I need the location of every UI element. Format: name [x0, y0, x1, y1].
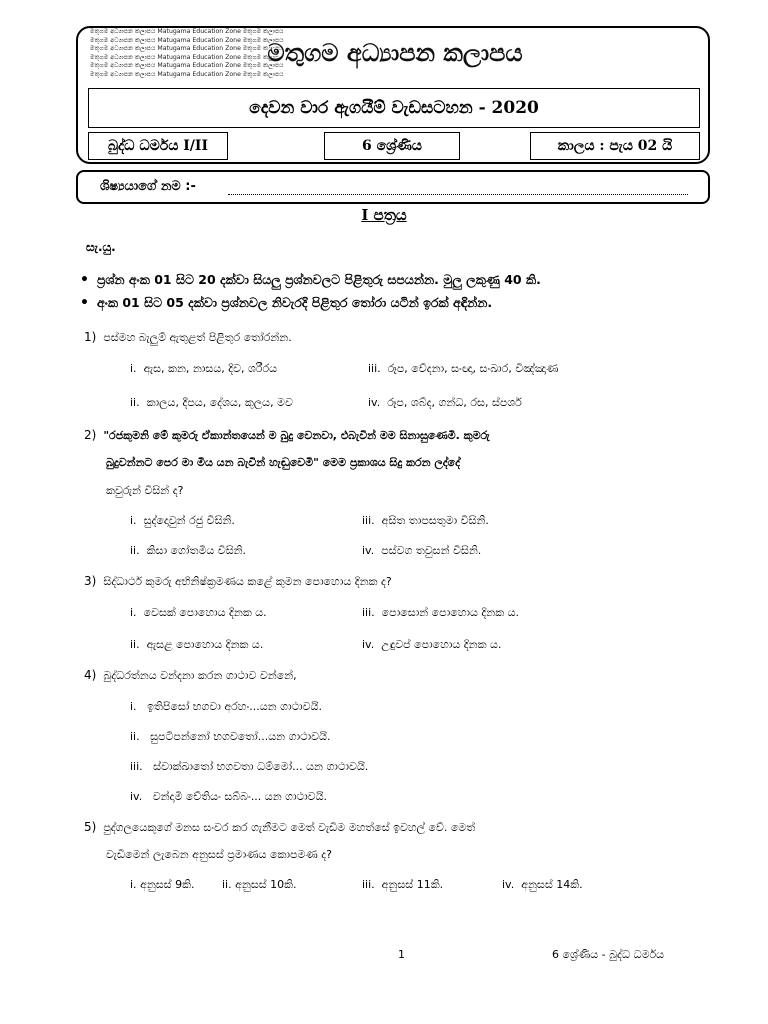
option[interactable]	[130, 790, 327, 804]
question-text: "රජකුමනි මේ කුමරු ඒකාන්තයෙන් ම බුදු වෙනවා, එබැවින් මම සිනාසුණෙමි. කුමරු	[103, 429, 490, 442]
option-number: iv.	[362, 638, 375, 651]
question-number: 1)	[84, 330, 97, 344]
question-1	[84, 330, 292, 345]
exam-header	[76, 26, 710, 164]
question-text: සිද්ධාර්ථ කුමරු අභිනිෂ්ක්‍රමණය කළේ කුමන පොහොය දිනක ද?	[103, 575, 392, 588]
note-label: සැ.යු.	[86, 240, 116, 254]
zone-title: මතුගම අධ්‍යාපන කලාපය	[267, 38, 523, 67]
time-box: කාලය : පැය 02 යි	[530, 132, 700, 160]
question-2	[84, 428, 490, 443]
part-title-text: I පත්‍රය	[361, 206, 407, 224]
option-number: i.	[130, 514, 137, 527]
option[interactable]	[130, 760, 368, 774]
question-text-line: කවුරුන් විසින් ද?	[106, 484, 184, 497]
question-text: පුද්ගලයෙකුගේ මනස සංවර කර ගැනීමට මෙත් වැඩීම මහත්සේ ඉවහල් වේ. මෙත්	[103, 821, 476, 834]
option-number: iv.	[362, 544, 375, 557]
option-text: අනුසස් 14කි.	[521, 878, 583, 891]
option[interactable]	[130, 878, 195, 892]
instruction-1: • ප්‍රශ්න අංක 01 සිට 20 දක්වා සියලු ප්‍රශ්නවලට පිළිතුරු සපයන්න. මුලු ලකුණු 40 කි.	[80, 272, 541, 288]
option-number: ii.	[130, 544, 140, 557]
question-3	[84, 574, 392, 589]
option-number: i.	[130, 700, 137, 713]
option[interactable]	[362, 606, 519, 620]
option-text: ස්වාක්ඛාතෝ භගවතා ධම්මෝ... යන ගාථාවයි.	[153, 760, 369, 773]
instruction-2: • අංක 01 සිට 05 දක්වා ප්‍රශ්නවල නිවැරදි පිළිතුර තෝරා යටින් ඉරක් අඳින්න.	[80, 295, 492, 311]
question-5	[84, 820, 475, 835]
option[interactable]	[362, 514, 489, 528]
option-number: ii.	[222, 878, 232, 891]
question-text: පස්මහ බැලුම් ඇතුළත් පිළිතුර තෝරන්න.	[103, 331, 292, 344]
option[interactable]	[502, 878, 583, 892]
option[interactable]	[130, 638, 263, 652]
option[interactable]	[368, 396, 522, 410]
option-number: i.	[130, 362, 137, 375]
question-number: 4)	[84, 668, 97, 682]
student-name-label: ශිෂ්‍යයාගේ නම :-	[100, 179, 196, 194]
option[interactable]	[130, 730, 330, 744]
option-number: iii.	[362, 878, 375, 891]
option-text: ඇසළ පොහොය දිනක ය.	[146, 638, 264, 651]
option-number: iii.	[130, 760, 143, 773]
question-number: 2)	[84, 428, 97, 442]
subject-box: බුද්ධ ධර්මය I/II	[88, 132, 228, 160]
question-text: බුද්ධරත්නය වන්දනා කරන ගාථාව වන්නේ,	[103, 669, 297, 682]
option-number: iv.	[368, 396, 381, 409]
option-text: පස්වග තවුසන් විසිනි.	[381, 544, 482, 557]
exam-title: දෙවන වාර ඇගයීම් වැඩසටහන - 2020	[88, 88, 700, 128]
option-text: සුපටිපන්නෝ භගවතෝ...යන ගාථාවයි.	[150, 730, 331, 743]
option-text: උඳුවප් පොහොය දිනක ය.	[381, 638, 502, 651]
option[interactable]	[368, 362, 558, 376]
option-number: ii.	[130, 730, 140, 743]
question-text-line	[106, 456, 460, 470]
question-number: 3)	[84, 574, 97, 588]
option[interactable]	[362, 544, 481, 558]
question-text-line: වැඩීමෙන් ලැබෙන අනුසස් ප්‍රමාණය කොපමණ ද?	[106, 848, 332, 861]
student-name-field[interactable]	[228, 180, 688, 195]
student-name-box	[76, 170, 710, 204]
question-number: 5)	[84, 820, 97, 834]
option-number: iii.	[368, 362, 381, 375]
watermark-line: මතුගම අධ්‍යාපන කලාපය Matugama Education Zone මතුගම කලාපය	[90, 70, 284, 78]
part-title	[0, 206, 768, 224]
footer-subject: 6 ශ්‍රේණිය - බුද්ධ ධර්මය	[552, 948, 665, 961]
option-text: කිසා ගෝතමිය විසිනි.	[146, 544, 247, 557]
option[interactable]	[130, 362, 277, 376]
grade-box: 6 ශ්‍රේණිය	[324, 132, 460, 160]
option-text: රූප, වේදනා, සංඥා, සංඛාර, විඤ්ඤාණ	[387, 362, 559, 375]
option-number: i.	[130, 878, 137, 891]
option-text: අසිත තාපසතුමා විසිනි.	[381, 514, 489, 527]
option-number: iii.	[362, 606, 375, 619]
watermark-line: මතුගම අධ්‍යාපන කලාපය Matugama Education Zone මතුගම කලාපය	[90, 36, 284, 44]
option-text: වන්දාමි චේතියං සබ්බං... යන ගාථාවයි.	[152, 790, 328, 803]
option-text: අනුසස් 9කි.	[140, 878, 195, 891]
option-text: ඇස, කන, නාසය, දිව, ශරීරය	[143, 362, 278, 375]
option[interactable]	[130, 700, 322, 714]
option-number: ii.	[130, 396, 140, 409]
option-text: අනුසස් 11කි.	[381, 878, 444, 891]
watermark-line: මතුගම අධ්‍යාපන කලාපය Matugama Education Zone මතුගම කලාපය	[90, 28, 284, 35]
option-text: ඉතිපිසෝ භගවා අරහං...යන ගාථාවයි.	[147, 700, 322, 713]
option-text: පොසොන් පොහොය දිනක ය.	[381, 606, 520, 619]
option-text: අනුසස් 10කි.	[235, 878, 297, 891]
option[interactable]	[222, 878, 297, 892]
watermark-line: මතුගම අධ්‍යාපන කලාපය Matugama Education Zone මතුගම කලාපය	[90, 62, 284, 70]
question-text: බුදුවන්නට පෙර මා මිය යන බැවින් හැඬුවෙමි" මෙම ප්‍රකාශය සිදු කරන ලද්දේ	[106, 456, 461, 469]
option-text: වෙසක් පොහොය දිනක ය.	[143, 606, 267, 619]
option-number: iii.	[362, 514, 375, 527]
option-number: iv.	[130, 790, 143, 803]
option-number: i.	[130, 606, 137, 619]
option[interactable]	[130, 606, 267, 620]
page-number: 1	[398, 948, 405, 961]
question-4	[84, 668, 297, 683]
option[interactable]	[130, 514, 235, 528]
option-text: රූප, ශබ්ද, ගන්ධ, රස, ස්පර්ශ	[387, 396, 522, 409]
option[interactable]	[130, 544, 246, 558]
option-number: iv.	[502, 878, 515, 891]
watermark-line: මතුගම අධ්‍යාපන කලාපය Matugama Education Zone මතුගම කලාපය	[90, 53, 284, 61]
option-number: ii.	[130, 638, 140, 651]
watermark-line: මතුගම අධ්‍යාපන කලාපය Matugama Education Zone මතුගම කලාපය	[90, 45, 284, 53]
option[interactable]	[130, 396, 293, 410]
option-text: කාලය, දීපය, දේශය, කුලය, මව	[146, 396, 293, 409]
option[interactable]	[362, 878, 443, 892]
option-text: සුද්දොවුන් රජු විසිනි.	[143, 514, 235, 527]
option[interactable]	[362, 638, 501, 652]
